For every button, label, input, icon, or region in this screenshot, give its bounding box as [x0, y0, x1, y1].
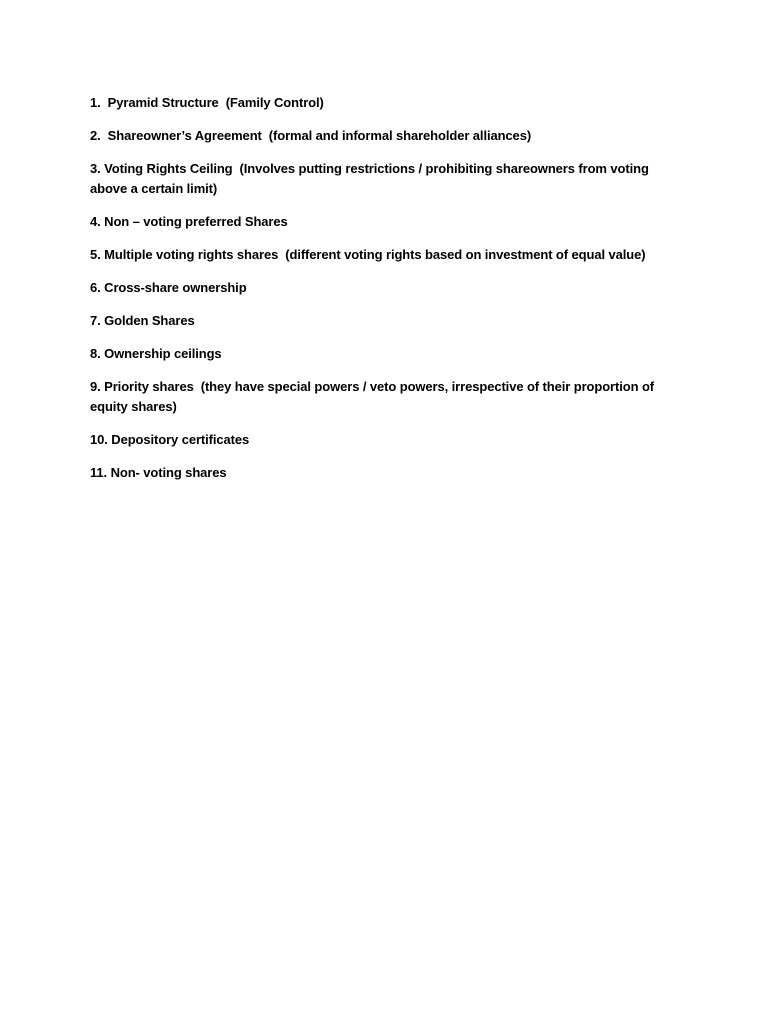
list-item: 5. Multiple voting rights shares (different voting rights based on investment of equal value) [90, 247, 646, 262]
list-item: 11. Non- voting shares [90, 465, 227, 480]
list-item: 1. Pyramid Structure (Family Control) [90, 95, 324, 110]
list-item: 7. Golden Shares [90, 313, 195, 328]
list-item: 8. Ownership ceilings [90, 346, 222, 361]
list-item: 3. Voting Rights Ceiling (Involves putting restrictions / prohibiting shareowners from voting above a certain limit) [90, 161, 653, 196]
list-item: 6. Cross-share ownership [90, 280, 247, 295]
list-item: 9. Priority shares (they have special powers / veto powers, irrespective of their proportion of equity shares) [90, 379, 658, 414]
list-item: 10. Depository certificates [90, 432, 250, 447]
list-item: 4. Non – voting preferred Shares [90, 214, 288, 229]
numbered-list [90, 93, 680, 496]
list-item: 2. Shareowner’s Agreement (formal and informal shareholder alliances) [90, 128, 532, 143]
